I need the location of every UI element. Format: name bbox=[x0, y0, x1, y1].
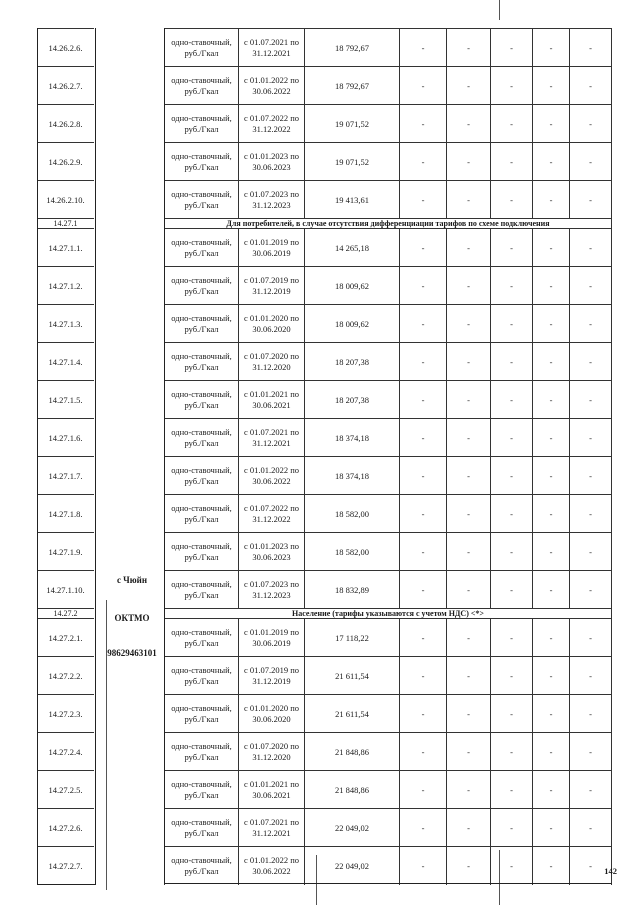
dash-cell: - bbox=[490, 343, 532, 381]
dash-cell: - bbox=[532, 267, 569, 305]
period-cell: с 01.07.2021 по 31.12.2021 bbox=[238, 29, 304, 67]
row-number: 14.27.2.2. bbox=[37, 656, 94, 695]
dash-cell: - bbox=[399, 181, 446, 219]
dash-cell: - bbox=[446, 495, 490, 533]
dash-cell: - bbox=[490, 571, 532, 609]
dash-cell: - bbox=[399, 29, 446, 67]
unit-cell: одно-ставочный, руб./Гкал bbox=[164, 229, 238, 267]
dash-cell: - bbox=[569, 619, 612, 657]
section-title: Для потребителей, в случае отсутствия дифференциации тарифов по схеме подключения bbox=[164, 218, 612, 229]
scan-line bbox=[499, 0, 500, 20]
dash-cell: - bbox=[399, 657, 446, 695]
dash-cell: - bbox=[446, 695, 490, 733]
dash-cell: - bbox=[399, 143, 446, 181]
row-number: 14.27.1.9. bbox=[37, 532, 94, 571]
dash-cell: - bbox=[399, 733, 446, 771]
dash-cell: - bbox=[532, 771, 569, 809]
dash-cell: - bbox=[569, 343, 612, 381]
dash-cell: - bbox=[490, 657, 532, 695]
dash-cell: - bbox=[446, 381, 490, 419]
period-cell: с 01.07.2019 по 31.12.2019 bbox=[238, 657, 304, 695]
dash-cell: - bbox=[532, 229, 569, 267]
row-number: 14.27.1.3. bbox=[37, 304, 94, 343]
dash-cell: - bbox=[490, 695, 532, 733]
period-cell: с 01.07.2022 по 31.12.2022 bbox=[238, 495, 304, 533]
unit-cell: одно-ставочный, руб./Гкал bbox=[164, 771, 238, 809]
period-cell: с 01.07.2020 по 31.12.2020 bbox=[238, 733, 304, 771]
dash-cell: - bbox=[490, 105, 532, 143]
unit-cell: одно-ставочный, руб./Гкал bbox=[164, 495, 238, 533]
row-number: 14.27.2.6. bbox=[37, 808, 94, 847]
oktmo-label: ОКТМО bbox=[114, 613, 150, 623]
period-cell: с 01.01.2021 по 30.06.2021 bbox=[238, 771, 304, 809]
unit-cell: одно-ставочный, руб./Гкал bbox=[164, 181, 238, 219]
dash-cell: - bbox=[446, 771, 490, 809]
dash-cell: - bbox=[532, 657, 569, 695]
dash-cell: - bbox=[569, 695, 612, 733]
period-cell: с 01.01.2021 по 30.06.2021 bbox=[238, 381, 304, 419]
dash-cell: - bbox=[569, 809, 612, 847]
dash-cell: - bbox=[399, 229, 446, 267]
dash-cell: - bbox=[399, 67, 446, 105]
dash-cell: - bbox=[399, 771, 446, 809]
unit-cell: одно-ставочный, руб./Гкал bbox=[164, 143, 238, 181]
row-number: 14.27.1.10. bbox=[37, 570, 94, 609]
dash-cell: - bbox=[532, 143, 569, 181]
row-number: 14.26.2.7. bbox=[37, 66, 94, 105]
dash-cell: - bbox=[446, 181, 490, 219]
unit-cell: одно-ставочный, руб./Гкал bbox=[164, 105, 238, 143]
dash-cell: - bbox=[532, 381, 569, 419]
value-cell: 18 374,18 bbox=[304, 419, 399, 457]
value-cell: 19 071,52 bbox=[304, 143, 399, 181]
dash-cell: - bbox=[532, 305, 569, 343]
value-cell: 18 792,67 bbox=[304, 29, 399, 67]
row-number: 14.27.2.1. bbox=[37, 618, 94, 657]
value-cell: 21 611,54 bbox=[304, 695, 399, 733]
dash-cell: - bbox=[399, 305, 446, 343]
period-cell: с 01.01.2019 по 30.06.2019 bbox=[238, 619, 304, 657]
dash-cell: - bbox=[490, 733, 532, 771]
dash-cell: - bbox=[399, 695, 446, 733]
value-cell: 21 848,86 bbox=[304, 733, 399, 771]
section-title: Население (тарифы указываются с учетом НДС) <*> bbox=[164, 608, 612, 619]
dash-cell: - bbox=[446, 67, 490, 105]
unit-cell: одно-ставочный, руб./Гкал bbox=[164, 29, 238, 67]
dash-cell: - bbox=[569, 847, 612, 885]
unit-cell: одно-ставочный, руб./Гкал bbox=[164, 657, 238, 695]
value-cell: 21 611,54 bbox=[304, 657, 399, 695]
row-number: 14.27.2.5. bbox=[37, 770, 94, 809]
row-number: 14.26.2.9. bbox=[37, 142, 94, 181]
period-cell: с 01.01.2022 по 30.06.2022 bbox=[238, 847, 304, 885]
period-cell: с 01.01.2022 по 30.06.2022 bbox=[238, 67, 304, 105]
value-cell: 18 374,18 bbox=[304, 457, 399, 495]
unit-cell: одно-ставочный, руб./Гкал bbox=[164, 809, 238, 847]
dash-cell: - bbox=[532, 533, 569, 571]
dash-cell: - bbox=[490, 419, 532, 457]
row-number: 14.27.1.6. bbox=[37, 418, 94, 457]
dash-cell: - bbox=[446, 457, 490, 495]
dash-cell: - bbox=[532, 809, 569, 847]
dash-cell: - bbox=[446, 733, 490, 771]
unit-cell: одно-ставочный, руб./Гкал bbox=[164, 695, 238, 733]
row-number: 14.26.2.10. bbox=[37, 180, 94, 219]
dash-cell: - bbox=[532, 343, 569, 381]
period-cell: с 01.07.2023 по 31.12.2023 bbox=[238, 571, 304, 609]
period-cell: с 01.01.2020 по 30.06.2020 bbox=[238, 305, 304, 343]
unit-cell: одно-ставочный, руб./Гкал bbox=[164, 381, 238, 419]
dash-cell: - bbox=[399, 267, 446, 305]
value-cell: 17 118,22 bbox=[304, 619, 399, 657]
dash-cell: - bbox=[399, 343, 446, 381]
unit-cell: одно-ставочный, руб./Гкал bbox=[164, 733, 238, 771]
dash-cell: - bbox=[446, 305, 490, 343]
dash-cell: - bbox=[569, 143, 612, 181]
unit-cell: одно-ставочный, руб./Гкал bbox=[164, 457, 238, 495]
dash-cell: - bbox=[490, 619, 532, 657]
section-number: 14.27.2 bbox=[37, 608, 94, 619]
dash-cell: - bbox=[569, 533, 612, 571]
dash-cell: - bbox=[446, 105, 490, 143]
period-cell: с 01.07.2023 по 31.12.2023 bbox=[238, 181, 304, 219]
dash-cell: - bbox=[446, 419, 490, 457]
dash-cell: - bbox=[532, 457, 569, 495]
period-cell: с 01.01.2020 по 30.06.2020 bbox=[238, 695, 304, 733]
period-cell: с 01.01.2022 по 30.06.2022 bbox=[238, 457, 304, 495]
dash-cell: - bbox=[399, 533, 446, 571]
dash-cell: - bbox=[569, 67, 612, 105]
value-cell: 22 049,02 bbox=[304, 847, 399, 885]
dash-cell: - bbox=[569, 733, 612, 771]
dash-cell: - bbox=[569, 229, 612, 267]
dash-cell: - bbox=[532, 733, 569, 771]
dash-cell: - bbox=[446, 657, 490, 695]
dash-cell: - bbox=[399, 571, 446, 609]
dash-cell: - bbox=[490, 267, 532, 305]
row-number: 14.27.1.7. bbox=[37, 456, 94, 495]
dash-cell: - bbox=[490, 847, 532, 885]
dash-cell: - bbox=[569, 419, 612, 457]
dash-cell: - bbox=[569, 381, 612, 419]
dash-cell: - bbox=[532, 67, 569, 105]
dash-cell: - bbox=[446, 267, 490, 305]
row-number: 14.26.2.6. bbox=[37, 28, 94, 67]
dash-cell: - bbox=[446, 619, 490, 657]
unit-cell: одно-ставочный, руб./Гкал bbox=[164, 419, 238, 457]
dash-cell: - bbox=[569, 181, 612, 219]
dash-cell: - bbox=[490, 229, 532, 267]
dash-cell: - bbox=[569, 571, 612, 609]
dash-cell: - bbox=[399, 419, 446, 457]
dash-cell: - bbox=[399, 619, 446, 657]
value-cell: 18 832,89 bbox=[304, 571, 399, 609]
row-number-border bbox=[37, 28, 96, 885]
row-number: 14.27.2.4. bbox=[37, 732, 94, 771]
dash-cell: - bbox=[399, 847, 446, 885]
dash-cell: - bbox=[446, 343, 490, 381]
dash-cell: - bbox=[569, 305, 612, 343]
unit-cell: одно-ставочный, руб./Гкал bbox=[164, 847, 238, 885]
dash-cell: - bbox=[569, 657, 612, 695]
unit-cell: одно-ставочный, руб./Гкал bbox=[164, 305, 238, 343]
unit-cell: одно-ставочный, руб./Гкал bbox=[164, 267, 238, 305]
value-cell: 18 792,67 bbox=[304, 67, 399, 105]
dash-cell: - bbox=[569, 105, 612, 143]
row-number: 14.27.2.3. bbox=[37, 694, 94, 733]
period-cell: с 01.01.2023 по 30.06.2023 bbox=[238, 533, 304, 571]
value-cell: 18 009,62 bbox=[304, 267, 399, 305]
locality-name: с Чюйн bbox=[116, 575, 148, 585]
row-number: 14.27.1.4. bbox=[37, 342, 94, 381]
dash-cell: - bbox=[569, 457, 612, 495]
dash-cell: - bbox=[446, 229, 490, 267]
dash-cell: - bbox=[490, 181, 532, 219]
dash-cell: - bbox=[490, 771, 532, 809]
dash-cell: - bbox=[490, 143, 532, 181]
unit-cell: одно-ставочный, руб./Гкал bbox=[164, 571, 238, 609]
value-cell: 18 582,00 bbox=[304, 495, 399, 533]
value-cell: 22 049,02 bbox=[304, 809, 399, 847]
value-cell: 18 009,62 bbox=[304, 305, 399, 343]
dash-cell: - bbox=[490, 29, 532, 67]
dash-cell: - bbox=[532, 695, 569, 733]
unit-cell: одно-ставочный, руб./Гкал bbox=[164, 67, 238, 105]
unit-cell: одно-ставочный, руб./Гкал bbox=[164, 343, 238, 381]
dash-cell: - bbox=[399, 809, 446, 847]
dash-cell: - bbox=[446, 29, 490, 67]
period-cell: с 01.07.2019 по 31.12.2019 bbox=[238, 267, 304, 305]
dash-cell: - bbox=[532, 495, 569, 533]
oktmo-code: 98629463101 bbox=[107, 648, 157, 658]
dash-cell: - bbox=[569, 29, 612, 67]
dash-cell: - bbox=[532, 419, 569, 457]
row-number: 14.27.1.2. bbox=[37, 266, 94, 305]
dash-cell: - bbox=[532, 105, 569, 143]
value-cell: 19 071,52 bbox=[304, 105, 399, 143]
dash-cell: - bbox=[569, 771, 612, 809]
row-number: 14.26.2.8. bbox=[37, 104, 94, 143]
row-number: 14.27.1.8. bbox=[37, 494, 94, 533]
row-number: 14.27.2.7. bbox=[37, 846, 94, 885]
dash-cell: - bbox=[490, 533, 532, 571]
unit-cell: одно-ставочный, руб./Гкал bbox=[164, 619, 238, 657]
dash-cell: - bbox=[569, 267, 612, 305]
dash-cell: - bbox=[532, 181, 569, 219]
dash-cell: - bbox=[532, 619, 569, 657]
dash-cell: - bbox=[399, 457, 446, 495]
dash-cell: - bbox=[446, 847, 490, 885]
dash-cell: - bbox=[490, 495, 532, 533]
dash-cell: - bbox=[399, 105, 446, 143]
dash-cell: - bbox=[532, 571, 569, 609]
dash-cell: - bbox=[569, 495, 612, 533]
period-cell: с 01.01.2023 по 30.06.2023 bbox=[238, 143, 304, 181]
dash-cell: - bbox=[532, 29, 569, 67]
dash-cell: - bbox=[532, 847, 569, 885]
section-number: 14.27.1 bbox=[37, 218, 94, 229]
value-cell: 18 582,00 bbox=[304, 533, 399, 571]
period-cell: с 01.01.2019 по 30.06.2019 bbox=[238, 229, 304, 267]
period-cell: с 01.07.2021 по 31.12.2021 bbox=[238, 809, 304, 847]
value-cell: 18 207,38 bbox=[304, 343, 399, 381]
value-cell: 14 265,18 bbox=[304, 229, 399, 267]
row-number: 14.27.1.5. bbox=[37, 380, 94, 419]
period-cell: с 01.07.2021 по 31.12.2021 bbox=[238, 419, 304, 457]
dash-cell: - bbox=[446, 571, 490, 609]
dash-cell: - bbox=[399, 495, 446, 533]
dash-cell: - bbox=[446, 143, 490, 181]
dash-cell: - bbox=[399, 381, 446, 419]
dash-cell: - bbox=[490, 67, 532, 105]
dash-cell: - bbox=[490, 457, 532, 495]
value-cell: 19 413,61 bbox=[304, 181, 399, 219]
page-number: 142 bbox=[604, 866, 617, 876]
period-cell: с 01.07.2020 по 31.12.2020 bbox=[238, 343, 304, 381]
value-cell: 18 207,38 bbox=[304, 381, 399, 419]
dash-cell: - bbox=[490, 809, 532, 847]
dash-cell: - bbox=[446, 533, 490, 571]
unit-cell: одно-ставочный, руб./Гкал bbox=[164, 533, 238, 571]
dash-cell: - bbox=[446, 809, 490, 847]
table-border bbox=[164, 28, 612, 884]
row-number: 14.27.1.1. bbox=[37, 228, 94, 267]
dash-cell: - bbox=[490, 305, 532, 343]
period-cell: с 01.07.2022 по 31.12.2022 bbox=[238, 105, 304, 143]
scan-line bbox=[106, 600, 107, 890]
dash-cell: - bbox=[490, 381, 532, 419]
value-cell: 21 848,86 bbox=[304, 771, 399, 809]
